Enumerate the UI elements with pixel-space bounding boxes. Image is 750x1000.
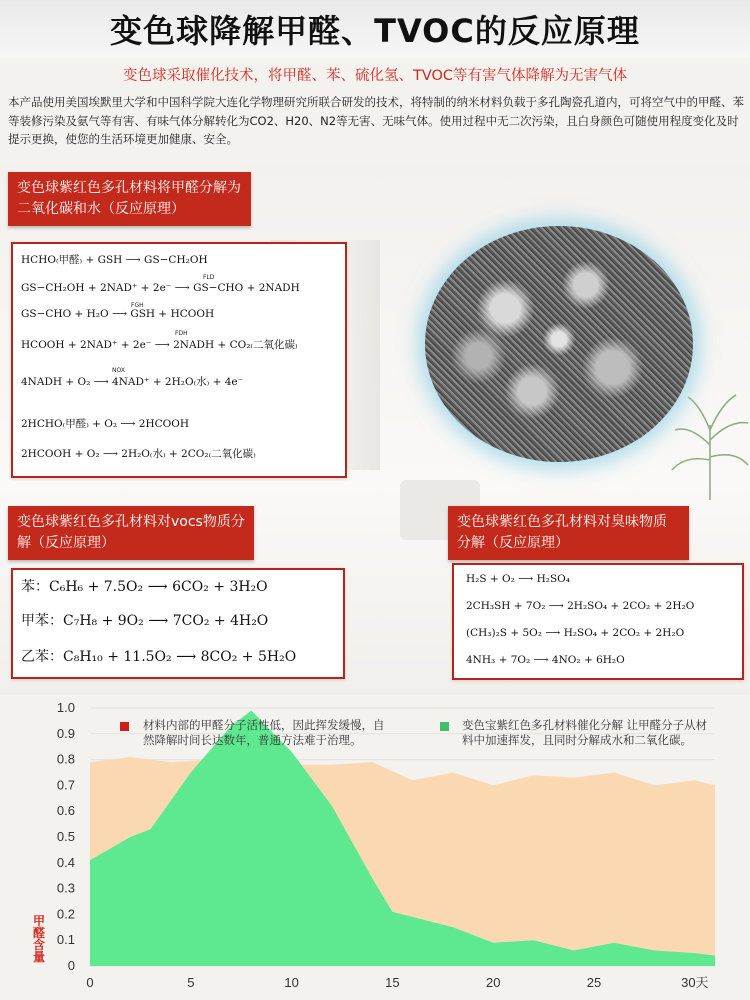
legend-green-text: 变色宝紫红色多孔材料催化分解 让甲醛分子从材料中加速挥发，且同时分解成水和二氧化碳。: [462, 718, 708, 747]
reaction-line: HCOOH + 2NAD⁺ + 2e⁻ ⟶ 2NADH + CO₂₍二氧化碳₎: [21, 339, 298, 351]
y-tick-label: 0.8: [56, 751, 75, 767]
x-tick-label: 30天: [681, 975, 709, 990]
y-tick-label: 0.5: [56, 829, 75, 844]
reaction-line: 4NADH + O₂ ⟶ 4NAD⁺ + 2H₂O₍水₎ + 4e⁻: [21, 376, 244, 388]
subtitle: 变色球采取催化技术，将甲醛、苯、硫化氢、TVOC等有害气体降解为无害气体: [122, 68, 628, 84]
enzyme-label: NOX: [112, 367, 125, 374]
reaction-line: 2HCOOH + O₂ ⟶ 2H₂O₍水₎ + 2CO₂₍二氧化碳₎: [21, 448, 256, 460]
y-tick-label: 0.7: [56, 777, 75, 793]
reaction-box-vocs: [11, 568, 345, 679]
x-tick-label: 15: [385, 975, 400, 990]
legend-red-swatch: [120, 722, 129, 731]
y-tick-label: 0.1: [56, 932, 75, 948]
reaction-line: 2HCHO₍甲醛₎ + O₂ ⟶ 2HCOOH: [21, 418, 190, 430]
reaction-line: 乙苯：C₈H₁₀ + 11.5O₂ ⟶ 8CO₂ + 5H₂O: [21, 649, 297, 665]
header-bar: [0, 0, 750, 58]
legend-green-swatch: [440, 722, 449, 731]
legend-red-text: 材料内部的甲醛分子活性低，因此挥发缓慢，自然降解时间长达数年，普通方法难于治理。: [143, 718, 385, 747]
microscope-image: [425, 226, 693, 462]
enzyme-label: FDH: [175, 330, 188, 337]
x-tick-label: 25: [586, 975, 602, 990]
label-vocs: 变色球紫红色多孔材料对vocs物质分解（反应原理）: [8, 506, 254, 560]
reaction-line: H₂S + O₂ ⟶ H₂SO₄: [466, 573, 570, 585]
x-tick-label: 0: [86, 975, 94, 990]
reaction-box-odor: [452, 563, 744, 680]
reaction-line: GS−CH₂OH + 2NAD⁺ + 2e⁻ ⟶ GS−CHO + 2NADH: [21, 282, 300, 294]
reaction-line: 苯：C₆H₆ + 7.5O₂ ⟶ 6CO₂ + 3H₂O: [21, 579, 268, 595]
y-tick-label: 0.9: [56, 725, 75, 741]
enzyme-label: FGH: [131, 302, 144, 309]
label-odor: 变色球紫红色多孔材料对臭味物质分解（反应原理）: [448, 506, 689, 560]
page-title: 变色球降解甲醛、TVOC的反应原理: [110, 12, 640, 50]
reaction-box-formaldehyde: [11, 242, 347, 478]
y-tick-label: 0.3: [56, 880, 75, 896]
y-axis-label: 甲醛含量: [33, 914, 46, 964]
y-tick-label: 0.4: [56, 854, 75, 870]
reaction-line: 2CH₃SH + 7O₂ ⟶ 2H₂SO₄ + 2CO₂ + 2H₂O: [466, 600, 695, 612]
reaction-line: (CH₃)₂S + 5O₂ ⟶ H₂SO₄ + 2CO₂ + 2H₂O: [466, 627, 685, 639]
enzyme-label: FLD: [203, 274, 215, 281]
y-tick-label: 0: [67, 958, 75, 973]
y-tick-label: 0.6: [56, 803, 75, 819]
x-tick-label: 5: [187, 975, 195, 990]
plant-decor: [670, 385, 750, 500]
reaction-line: 甲苯：C₇H₈ + 9O₂ ⟶ 7CO₂ + 4H₂O: [21, 613, 269, 629]
x-tick-label: 20: [485, 975, 501, 990]
reaction-line: HCHO₍甲醛₎ + GSH ⟶ GS−CH₂OH: [21, 254, 208, 266]
intro-paragraph: 本产品使用美国埃默里大学和中国科学院大连化学物理研究所联合研发的技术，将特制的纳米材料负载于多孔陶瓷孔道内，可将空气中的甲醛、苯等装修污染及氨气等有害、有味气体分解转化为CO2、H20、N2等无害、无味气体。使用过程中无二次污染，且白身颜色可随使用程度变化及时提示更换，使您的生活环境更加健康、安全。: [8, 95, 744, 146]
reaction-line: 4NH₃ + 7O₂ ⟶ 4NO₂ + 6H₂O: [466, 654, 625, 666]
label-formaldehyde: 变色球紫红色多孔材料将甲醛分解为二氧化碳和水（反应原理）: [8, 172, 251, 226]
y-tick-label: 1.0: [56, 700, 75, 715]
y-tick-label: 0.2: [56, 906, 75, 922]
x-tick-label: 10: [284, 975, 299, 990]
reaction-line: GS−CHO + H₂O ⟶ GSH + HCOOH: [21, 308, 215, 320]
